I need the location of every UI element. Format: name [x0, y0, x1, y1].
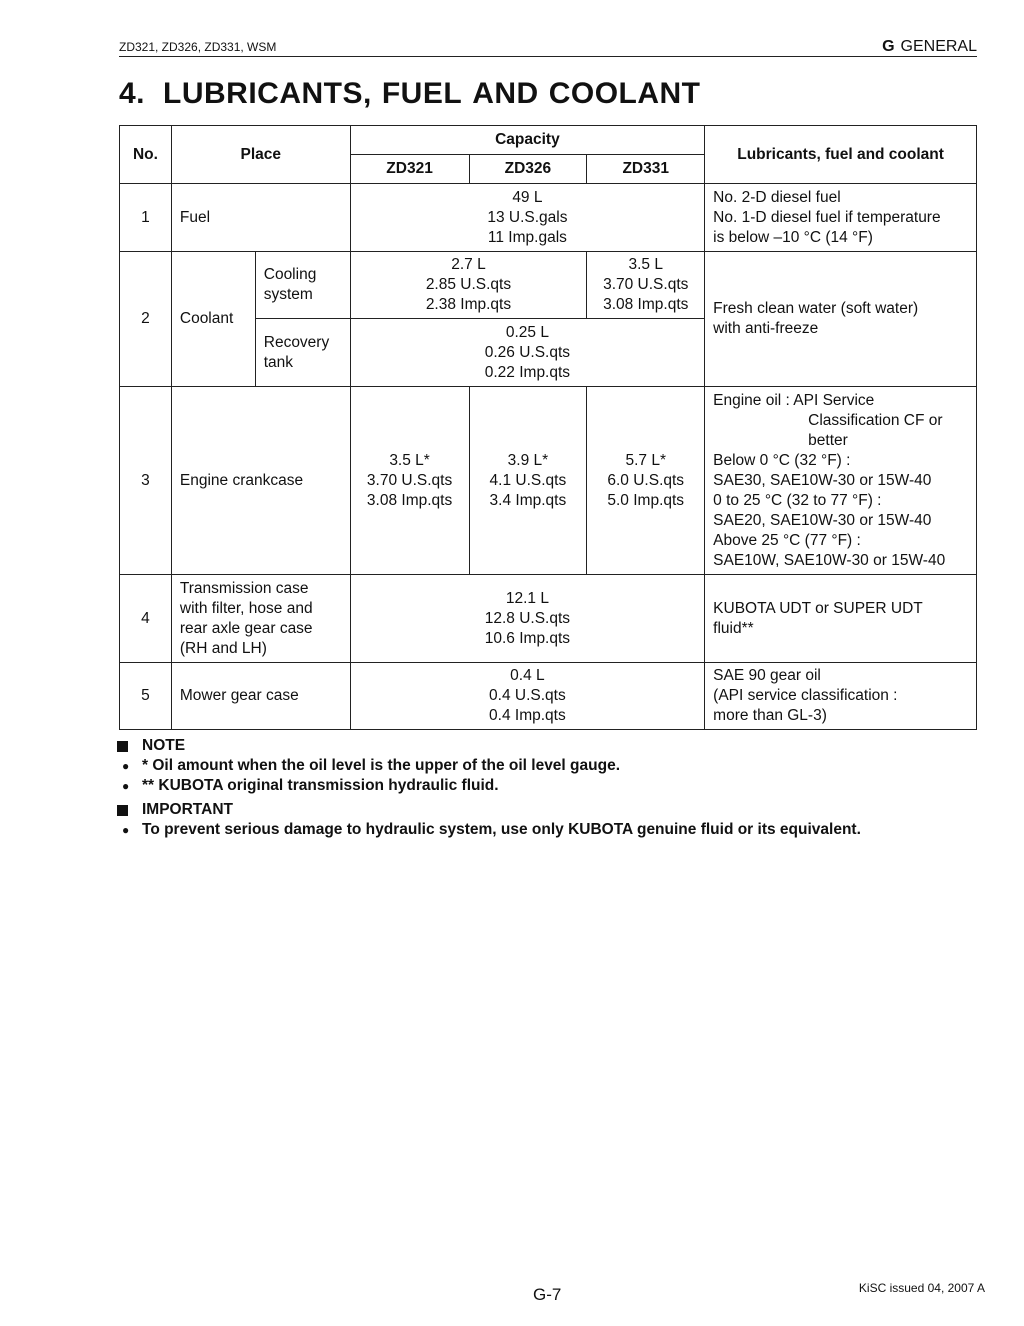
- issue-info: KiSC issued 04, 2007 A: [858, 1281, 985, 1295]
- engine-capacity-zd326: [469, 387, 587, 575]
- note-item: [117, 776, 861, 796]
- header-place: Place: [171, 126, 350, 184]
- header-rule: [119, 56, 977, 57]
- lubricant-line: fluid**: [713, 619, 754, 637]
- lubricant-line: (API service classification :: [713, 687, 898, 704]
- coolant-capacity-zd321-zd326: [350, 252, 587, 319]
- title-word: LUBRICANTS,: [163, 77, 372, 110]
- header-model-zd326: ZD326: [469, 155, 587, 184]
- sub-place-line: Recovery: [263, 333, 330, 351]
- row-lubricant: [705, 387, 977, 575]
- coolant-sub-cooling-system: [255, 252, 350, 319]
- note-item-text: * Oil amount when the oil level is the upper of the oil level gauge.: [142, 757, 620, 774]
- header-section-name: GENERAL: [900, 38, 977, 55]
- lubricant-line: Above 25 °C (77 °F) :: [713, 531, 861, 549]
- capacity-line: 3.08 Imp.qts: [366, 491, 453, 509]
- sub-place-line: tank: [263, 353, 294, 371]
- header-lubricants: Lubricants, fuel and coolant: [705, 126, 977, 184]
- notes-section: [117, 736, 861, 840]
- page-title: [119, 77, 701, 111]
- row-place: [171, 575, 350, 663]
- capacity-line: 13 U.S.gals: [487, 208, 568, 226]
- row-number: 2: [120, 252, 172, 387]
- lubricant-line: Below 0 °C (32 °F) :: [713, 451, 851, 469]
- table-row-transmission: [120, 575, 977, 663]
- capacity-line: 2.7 L: [451, 256, 486, 273]
- recovery-capacity: [350, 319, 705, 387]
- lubricant-line: is below –10 °C (14 °F): [713, 228, 873, 246]
- place-line: rear axle gear case: [179, 619, 313, 637]
- lubricant-line: with anti-freeze: [713, 320, 819, 337]
- sub-place-line: Cooling: [263, 266, 317, 283]
- sub-place-line: system: [263, 286, 313, 303]
- header-section: [882, 38, 977, 56]
- place-line: Transmission case: [179, 579, 309, 597]
- capacity-line: 0.4 L: [510, 667, 545, 684]
- coolant-capacity-zd331: [587, 252, 705, 319]
- capacity-line: 4.1 U.S.qts: [489, 471, 567, 489]
- row-capacity: [350, 184, 705, 252]
- important-heading-text: IMPORTANT: [142, 801, 233, 818]
- header-model-zd331: ZD331: [587, 155, 705, 184]
- capacity-line: 3.4 Imp.qts: [489, 491, 567, 509]
- table-row-mower: [120, 663, 977, 730]
- capacity-line: 10.6 Imp.qts: [484, 629, 571, 647]
- note-item-text: ** KUBOTA original transmission hydraulic fluid.: [142, 777, 499, 794]
- table-header-row: [120, 126, 977, 155]
- row-lubricant: [705, 252, 977, 387]
- row-place: Mower gear case: [171, 663, 350, 730]
- row-place: Engine crankcase: [171, 387, 350, 575]
- title-number: 4.: [119, 77, 146, 110]
- coolant-sub-recovery-tank: [255, 319, 350, 387]
- row-lubricant: [705, 575, 977, 663]
- lubricants-table: [119, 125, 977, 730]
- capacity-line: 3.9 L*: [507, 451, 549, 469]
- important-item-text: To prevent serious damage to hydraulic system, use only KUBOTA genuine fluid or its equivalent.: [142, 821, 861, 838]
- engine-capacity-zd321: [350, 387, 469, 575]
- header-no: No.: [120, 126, 172, 184]
- header-capacity: Capacity: [350, 126, 705, 155]
- bullet-dot-icon: ●: [122, 823, 130, 837]
- title-word: COOLANT: [548, 77, 701, 110]
- capacity-line: 0.22 Imp.qts: [484, 363, 571, 381]
- capacity-line: 11 Imp.gals: [487, 228, 567, 246]
- capacity-line: 0.26 U.S.qts: [484, 343, 571, 361]
- square-bullet-icon: [117, 805, 128, 816]
- note-heading: [117, 736, 861, 756]
- square-bullet-icon: [117, 741, 128, 752]
- engine-capacity-zd331: [587, 387, 705, 575]
- note-item: [117, 756, 861, 776]
- bullet-dot-icon: ●: [122, 759, 130, 773]
- lubricant-line: better: [808, 431, 848, 449]
- title-word: AND: [472, 77, 539, 110]
- row-number: 4: [120, 575, 172, 663]
- lubricant-line: Fresh clean water (soft water): [713, 300, 919, 317]
- capacity-line: 3.08 Imp.qts: [603, 296, 689, 313]
- lubricant-line: more than GL-3): [713, 707, 827, 724]
- row-place: Fuel: [171, 184, 350, 252]
- lubricant-line: Classification CF or: [808, 411, 943, 429]
- important-heading: [117, 800, 861, 820]
- lubricant-line: SAE20, SAE10W-30 or 15W-40: [713, 511, 932, 529]
- header-model-zd321: ZD321: [350, 155, 469, 184]
- header-models: ZD321, ZD326, ZD331, WSM: [119, 40, 277, 54]
- capacity-line: 12.8 U.S.qts: [484, 609, 571, 627]
- row-capacity: [350, 663, 705, 730]
- row-number: 1: [120, 184, 172, 252]
- capacity-line: 2.85 U.S.qts: [425, 276, 512, 293]
- bullet-dot-icon: ●: [122, 779, 130, 793]
- capacity-line: 3.5 L*: [389, 451, 430, 469]
- lubricant-line: KUBOTA UDT or SUPER UDT: [713, 599, 923, 617]
- capacity-line: 0.4 Imp.qts: [489, 707, 566, 724]
- lubricant-line: 0 to 25 °C (32 to 77 °F) :: [713, 491, 882, 509]
- capacity-line: 12.1 L: [505, 589, 549, 607]
- row-capacity: [350, 575, 705, 663]
- capacity-line: 5.0 Imp.qts: [607, 491, 685, 509]
- capacity-line: 2.38 Imp.qts: [425, 296, 512, 313]
- row-number: 5: [120, 663, 172, 730]
- capacity-line: 3.70 U.S.qts: [603, 276, 689, 293]
- page-number: G-7: [533, 1285, 562, 1304]
- capacity-line: 0.4 U.S.qts: [489, 687, 566, 704]
- capacity-line: 6.0 U.S.qts: [607, 471, 685, 489]
- row-place: Coolant: [171, 252, 255, 387]
- place-line: with filter, hose and: [179, 599, 313, 617]
- lubricant-line: Engine oil : API Service: [713, 391, 875, 409]
- lubricant-line: SAE10W, SAE10W-30 or 15W-40: [713, 551, 946, 569]
- table-row-engine-crankcase: [120, 387, 977, 575]
- row-lubricant: [705, 184, 977, 252]
- lubricant-line: SAE30, SAE10W-30 or 15W-40: [713, 471, 932, 489]
- place-line: (RH and LH): [179, 639, 267, 657]
- table-row-fuel: [120, 184, 977, 252]
- table-row-coolant: [120, 252, 977, 319]
- header-section-letter: G: [882, 38, 895, 55]
- title-word: FUEL: [381, 77, 463, 110]
- important-item: [117, 820, 861, 840]
- capacity-line: 3.5 L: [628, 256, 663, 273]
- lubricant-line: No. 1-D diesel fuel if temperature: [713, 208, 941, 226]
- capacity-line: 5.7 L*: [625, 451, 666, 469]
- capacity-line: 0.25 L: [505, 323, 549, 341]
- lubricant-line: No. 2-D diesel fuel: [713, 188, 841, 206]
- row-lubricant: [705, 663, 977, 730]
- row-number: 3: [120, 387, 172, 575]
- note-heading-text: NOTE: [142, 737, 186, 754]
- capacity-line: 49 L: [512, 188, 543, 206]
- capacity-line: 3.70 U.S.qts: [366, 471, 453, 489]
- lubricant-line: SAE 90 gear oil: [713, 667, 821, 684]
